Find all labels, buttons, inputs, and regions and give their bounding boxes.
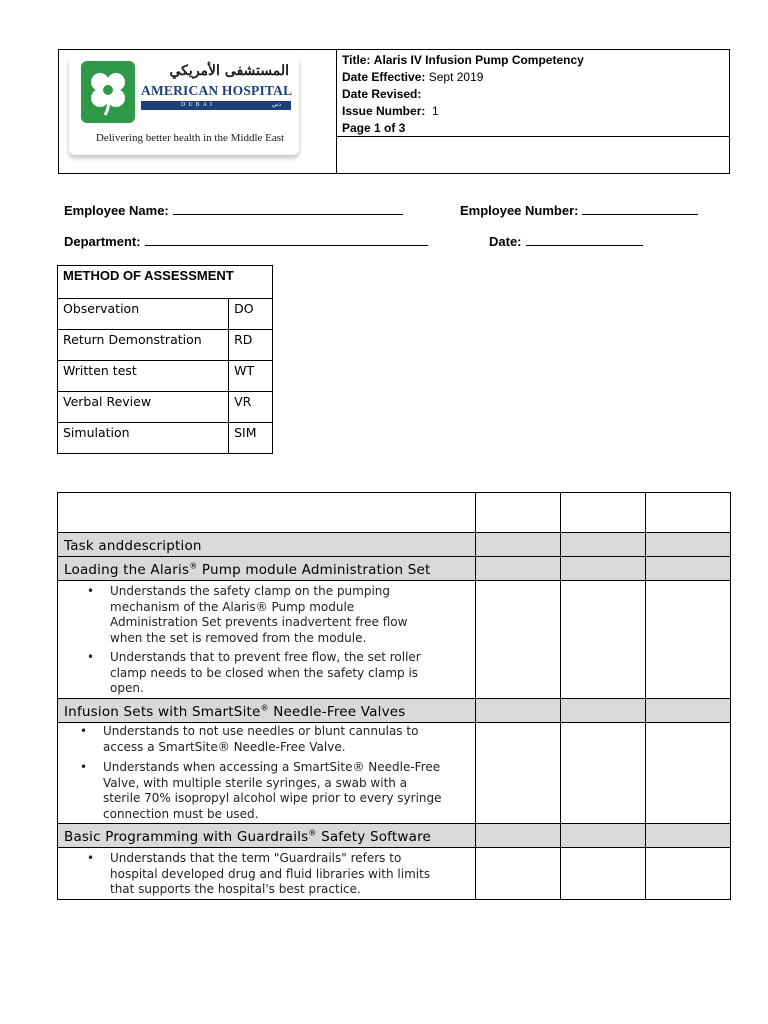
method-table-title: METHOD OF ASSESSMENT [58,266,273,299]
section-title: Infusion Sets with SmartSite® Needle-Free Valves [58,699,476,723]
logo-cell [59,50,337,174]
rating-cell[interactable] [475,493,560,533]
bullet-item: • Understands to not use needles or blunt cannulas to access a SmartSite® Needle-Free Valve. [80,724,419,754]
employee-name-field [64,203,403,218]
section-bullets [58,848,476,900]
date-line[interactable] [526,234,643,246]
arabic-hospital-name: المستشفى الأمريكي [169,63,289,79]
employee-name-label: Employee Name: [64,203,169,218]
date-revised-label: Date Revised: [342,87,422,101]
method-name: Return Demonstration [58,330,229,361]
task-header-row [58,533,731,557]
title-label: Title: [342,53,371,67]
rating-cell[interactable] [645,848,730,900]
date-effective-label: Date Effective: [342,70,426,84]
date-field [489,234,643,249]
task-table [57,492,731,900]
document-header [58,49,730,174]
document-info [336,50,729,137]
rating-cell[interactable] [475,723,560,824]
employee-name-line[interactable] [173,203,403,215]
section-bullets [58,723,476,824]
employee-number-field [460,203,698,218]
method-row [58,392,273,423]
section-title: Basic Programming with Guardrails® Safety Software [58,824,476,848]
department-label: Department: [64,234,141,249]
rating-cell[interactable] [560,848,645,900]
method-code: VR [229,392,273,423]
date-effective-value: Sept 2019 [428,70,484,84]
bullet-item: • Understands when accessing a SmartSite® Needle-Free Valve, with multiple sterile syringes, a swab with a sterile 70% isopropyl alcohol wipe prior to every syringe connection must be used. [80,760,442,821]
rating-cell[interactable] [560,723,645,824]
employee-number-label: Employee Number: [460,203,579,218]
bullet-item: • Understands that the term "Guardrails" refers to hospital developed drug and fluid libraries with limits that supports the hospital's best practice. [87,851,431,896]
section-title: Loading the Alaris® Pump module Administration Set [58,557,476,581]
method-code: WT [229,361,273,392]
method-row [58,330,273,361]
section-row [58,824,731,848]
method-name: Observation [58,299,229,330]
section-content-row [58,581,731,699]
city-english: DUBAI [181,102,215,108]
issue-number-label: Issue Number: [342,104,426,118]
method-row [58,423,273,454]
rating-cell[interactable] [560,493,645,533]
city-bar [141,101,291,110]
task-table-blank-header [58,493,731,533]
rating-cell[interactable] [475,581,560,699]
method-of-assessment-table [57,265,273,454]
section-row [58,699,731,723]
city-arabic: دبي [271,102,281,108]
bullet-item: • Understands the safety clamp on the pumping mechanism of the Alaris® Pump module Administration Set prevents inadvertent free flow when the set is removed from the module. [87,584,408,645]
method-code: RD [229,330,273,361]
method-name: Verbal Review [58,392,229,423]
method-row [58,299,273,330]
method-name: Written test [58,361,229,392]
section-content-row [58,723,731,824]
method-name: Simulation [58,423,229,454]
section-row [58,557,731,581]
hospital-tagline: Delivering better health in the Middle East [95,132,285,144]
hospital-logo [69,55,299,155]
rating-cell[interactable] [645,493,730,533]
method-code: DO [229,299,273,330]
clover-logo-icon [81,61,135,123]
method-code: SIM [229,423,273,454]
department-field [64,234,428,249]
date-label: Date: [489,234,522,249]
section-bullets [58,581,476,699]
department-line[interactable] [145,234,428,246]
english-hospital-name: AMERICAN HOSPITAL [141,83,293,98]
issue-number-value: 1 [432,104,439,118]
bullet-item: • Understands that to prevent free flow, the set roller clamp needs to be closed when the safety clamp is open. [87,650,421,695]
rating-cell[interactable] [645,723,730,824]
rating-cell[interactable] [475,848,560,900]
employee-number-line[interactable] [582,203,698,215]
method-row [58,361,273,392]
section-content-row [58,848,731,900]
title-value: Alaris IV Infusion Pump Competency [373,53,584,67]
rating-cell[interactable] [645,581,730,699]
rating-cell[interactable] [560,581,645,699]
page-number: Page 1 of 3 [342,121,406,135]
task-header-label: Task anddescription [58,533,476,557]
